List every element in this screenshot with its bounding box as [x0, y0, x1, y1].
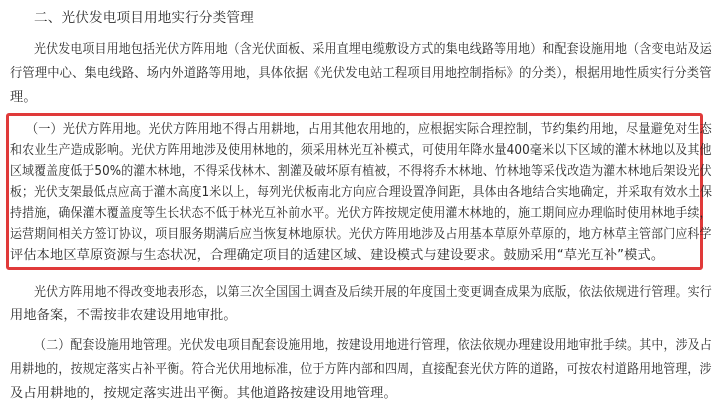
- para2-line-6: 运营期间相关方签订协议，项目服务期满后应当恢复林地原状。光伏方阵用地涉及占用基本草原外草原的，地方林草主管部门应科学: [10, 227, 712, 242]
- para4-line-2: 用耕地的，按规定落实占补平衡。符合光伏用地标准，位于方阵内部和四周，直接配套光伏方阵的道路，可按农村道路用地管理，涉: [10, 362, 712, 377]
- para2-line-5: 持措施，确保灌木覆盖度等生长状态不低于林光互补前水平。光伏方阵按规定使用灌木林地的，施工期间应办理临时使用林地手续，: [10, 206, 712, 221]
- para4-line-3: 及占用耕地的，按规定落实进出平衡。其他道路按建设用地管理。: [10, 386, 397, 401]
- para2-line-7: 评估本地区草原资源与生态状况，合理确定项目的适建区域、建设模式与建设要求。鼓励采用“草光互补”模式。: [10, 248, 665, 263]
- para2-line-3: 区域覆盖度低于50%的灌木林地，不得采伐林木、割灌及破坏原有植被，不得将乔木林地、竹林地等采伐改造为灌木林地后架设光伏: [10, 164, 712, 179]
- para2-line-4: 板；光伏支架最低点应高于灌木高度1米以上，每列光伏板南北方向应合理设置净间距，具体由各地结合实地确定，并采取有效水土保: [10, 185, 713, 200]
- para4-line-1: （二）配套设施用地管理。光伏发电项目配套设施用地，按建设用地进行管理，依法依规办理建设用地审批手续。其中，涉及占: [34, 338, 712, 353]
- para2-line-2: 和农业生产造成影响。光伏方阵用地涉及使用林地的，须采用林光互补模式，可使用年降水量400毫米以下区域的灌木林地以及其他: [10, 143, 712, 158]
- para2-line-1: （一）光伏方阵用地。光伏方阵用地不得占用耕地，占用其他农用地的，应根据实际合理控制，节约集约用地，尽量避免对生态: [26, 122, 712, 137]
- para1-line-2: 行管理中心、集电线路、场内外道路等用地，具体依据《光伏发电站工程项目用地控制指标》的分类），根据用地性质实行分类管: [10, 66, 712, 81]
- para1-line-3: 理。: [10, 90, 37, 105]
- section-heading: 二、光伏发电项目用地实行分类管理: [34, 10, 254, 26]
- para3-line-2: 用地备案，不需按非农建设用地审批。: [10, 308, 237, 323]
- para1-line-1: 光伏发电项目用地包括光伏方阵用地（含光伏面板、采用直埋电缆敷设方式的集电线路等用地）和配套设施用地（含变电站及运: [34, 42, 712, 57]
- para3-line-1: 光伏方阵用地不得改变地表形态，以第三次全国国土调查及后续开展的年度国土变更调查成果为底版，依法依规进行管理。实行: [34, 285, 712, 300]
